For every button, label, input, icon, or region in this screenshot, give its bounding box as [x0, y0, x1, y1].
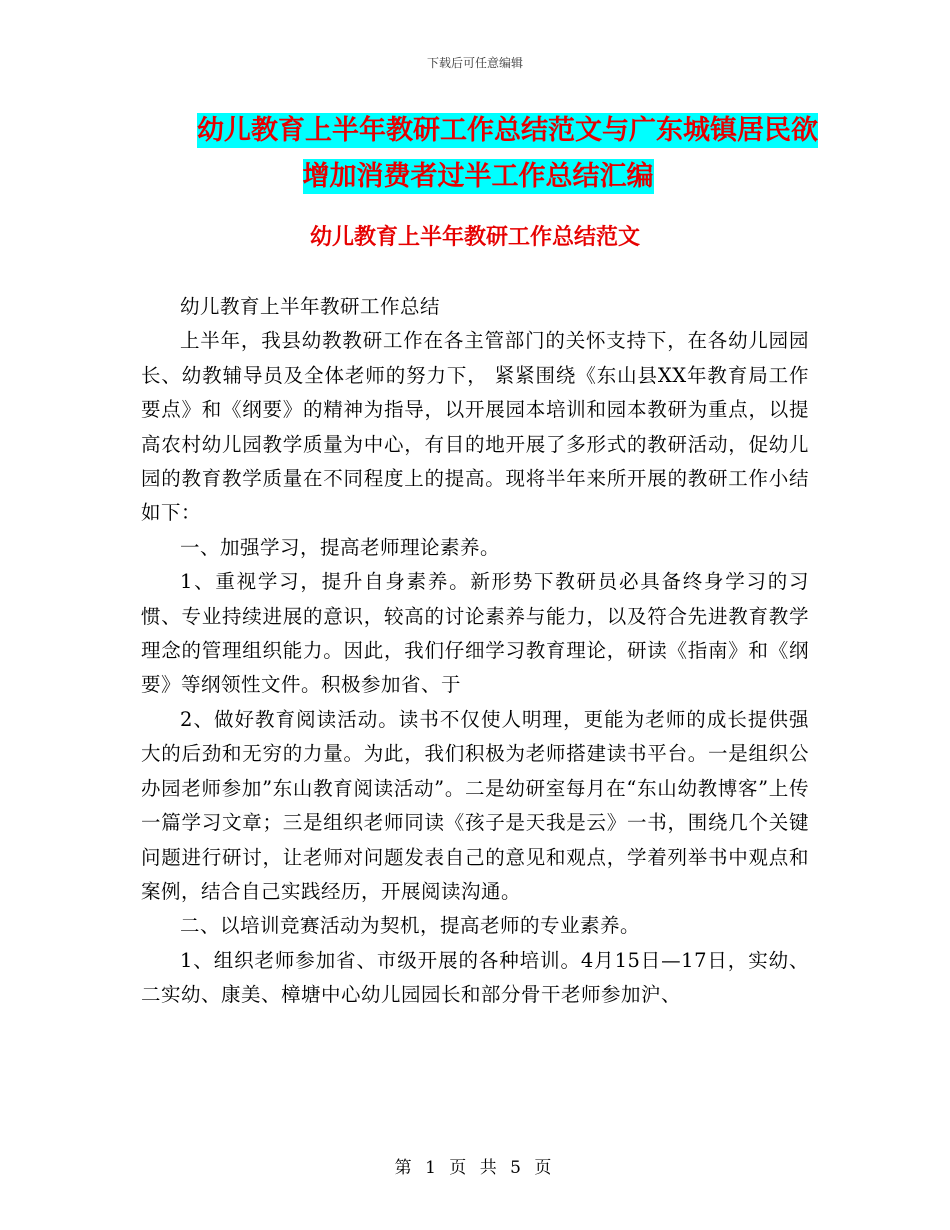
section-title: 幼儿教育上半年教研工作总结范文 [309, 225, 640, 250]
document-title-line-2: 增加消费者过半工作总结汇编 [302, 161, 654, 192]
document-body [141, 290, 809, 1013]
header-note: 下载后可任意编辑 [426, 56, 523, 70]
paragraph: 二、以培训竞赛活动为契机，提高老师的专业素养。 [180, 914, 641, 938]
page-footer: 第 1 页 共 5 页 [394, 1158, 556, 1178]
paragraph: 1、重视学习，提升自身素养。新形势下教研员必具备终身学习的习惯、专业持续进展的意识，较高的讨论素养与能力，以及符合先进教育教学理念的管理组织能力。因此，我们仔细学习教育理论，研读《指南》和《纲要》等纲领性文件。积极参加省、于 [141, 570, 809, 697]
paragraph: 上半年，我县幼教教研工作在各主管部门的关怀支持下，在各幼儿园园长、幼教辅导员及全体老师的努力下， 紧紧围绕《东山县XX年教育局工作要点》和《纲要》的精神为指导，以开展园本培训和园本教研为重点，以提高农村幼儿园教学质量为中心，有目的地开展了多形式的教研活动，促幼儿园的教育教学质量在不同程度上的提高。现将半年来所开展的教研工作小结如下： [141, 329, 809, 525]
paragraph: 一、加强学习，提高老师理论素养。 [180, 535, 501, 559]
paragraph: 1、组织老师参加省、市级开展的各种培训。4月15日—17日，实幼、二实幼、康美、樟塘中心幼儿园园长和部分骨干老师参加沪、 [141, 948, 809, 1007]
paragraph: 幼儿教育上半年教研工作总结 [180, 295, 441, 318]
document-title-line-1: 幼儿教育上半年教研工作总结范文与广东城镇居民欲 [197, 115, 818, 146]
document-title [138, 108, 818, 200]
paragraph: 2、做好教育阅读活动。读书不仅使人明理，更能为老师的成长提供强大的后劲和无穷的力量。为此，我们积极为老师搭建读书平台。一是组织公办园老师参加”东山教育阅读活动”。二是幼研室每月在“东山幼教博客”上传一篇学习文章；三是组织老师同读《孩子是天我是云》一书，围绕几个关键问题进行研讨，让老师对问题发表自己的意见和观点，学着列举书中观点和案例，结合自己实践经历，开展阅读沟通。 [141, 707, 809, 903]
